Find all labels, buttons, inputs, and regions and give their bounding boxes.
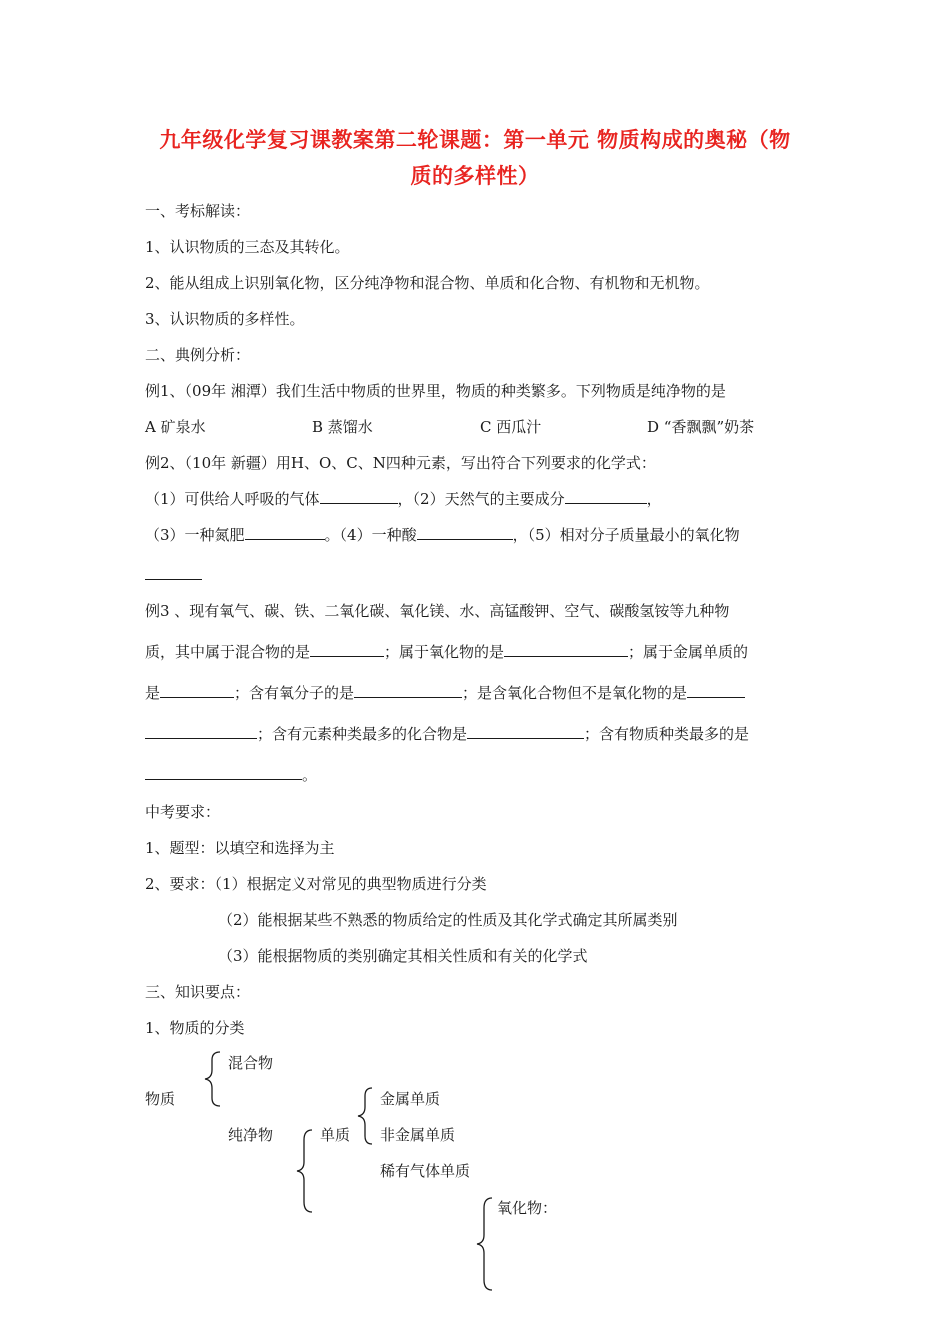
classification-subheading: 1、物质的分类 xyxy=(145,1019,245,1037)
document-title xyxy=(130,122,820,194)
example-2-part-3: ， xyxy=(646,490,662,508)
brace-compound xyxy=(472,1196,496,1292)
section-3-heading: 三、知识要点： xyxy=(145,983,251,1001)
answer-blank[interactable] xyxy=(687,683,745,698)
example-1-option-a: A 矿泉水 xyxy=(145,418,206,436)
example-2-part-4: （3）一种氮肥 xyxy=(145,526,245,544)
example-3-part: 是 xyxy=(145,684,161,702)
exam-requirement-2: （2）能根据某些不熟悉的物质给定的性质及其化学式确定其所属类别 xyxy=(218,911,678,929)
tree-mixture: 混合物 xyxy=(228,1054,274,1072)
example-3-line-4 xyxy=(145,724,749,744)
example-2-line-3 xyxy=(145,565,202,585)
example-3-part: ；是含氧化合物但不是氧化物的是 xyxy=(462,684,688,702)
tree-root-matter: 物质 xyxy=(145,1090,176,1108)
example-2-part-6: ，（5）相对分子质量最小的氧化物 xyxy=(512,526,740,544)
answer-blank[interactable] xyxy=(354,683,462,698)
tree-oxide: 氧化物： xyxy=(497,1199,558,1217)
example-2-line-1 xyxy=(145,489,662,509)
example-3-part: ；含有氧分子的是 xyxy=(234,684,355,702)
example-3-line-5 xyxy=(145,765,317,785)
brace-element xyxy=(354,1086,376,1146)
answer-blank[interactable] xyxy=(145,565,202,580)
exam-requirements-heading: 中考要求： xyxy=(145,803,221,821)
example-1-option-c: C 西瓜汁 xyxy=(480,418,542,436)
answer-blank[interactable] xyxy=(145,724,257,739)
example-2-part-5: 。（4）一种酸 xyxy=(324,526,417,544)
example-1-question: 例1、（09年 湘潭）我们生活中物质的世界里，物质的种类繁多。下列物质是纯净物的是 xyxy=(145,382,726,400)
tree-element: 单质 xyxy=(320,1126,351,1144)
title-line-1: 九年级化学复习课教案第二轮课题：第一单元 物质构成的奥秘（物 xyxy=(159,127,791,152)
example-3-part: ；含有元素种类最多的化合物是 xyxy=(257,725,468,743)
tree-pure-substance: 纯净物 xyxy=(228,1126,274,1144)
exam-requirement-1: 2、要求：（1）根据定义对常见的典型物质进行分类 xyxy=(145,875,487,893)
exam-requirement-3: （3）能根据物质的类别确定其相关性质和有关的化学式 xyxy=(218,947,588,965)
example-3-part: 质，其中属于混合物的是 xyxy=(145,643,311,661)
example-2-question: 例2、（10年 新疆）用H、O、C、N四种元素，写出符合下列要求的化学式： xyxy=(145,454,656,472)
example-3-line-3 xyxy=(145,683,745,703)
answer-blank[interactable] xyxy=(245,525,325,540)
answer-blank[interactable] xyxy=(310,642,384,657)
brace-matter xyxy=(200,1050,224,1108)
example-3-part: ；属于金属单质的 xyxy=(628,643,749,661)
answer-blank[interactable] xyxy=(417,525,513,540)
title-line-2: 质的多样性） xyxy=(410,163,540,188)
example-2-part-2: ，（2）天然气的主要成分 xyxy=(397,490,565,508)
answer-blank[interactable] xyxy=(160,683,234,698)
standard-item-2: 2、能从组成上识别氧化物，区分纯净物和混合物、单质和化合物、有机物和无机物。 xyxy=(145,274,710,292)
standard-item-1: 1、认识物质的三态及其转化。 xyxy=(145,238,350,256)
answer-blank[interactable] xyxy=(504,642,628,657)
answer-blank[interactable] xyxy=(145,765,302,780)
standard-item-3: 3、认识物质的多样性。 xyxy=(145,310,305,328)
exam-question-type: 1、题型：以填空和选择为主 xyxy=(145,839,335,857)
example-3-line-1: 例3 、现有氧气、碳、铁、二氧化碳、氧化镁、水、高锰酸钾、空气、碳酸氢铵等九种物 xyxy=(145,602,730,620)
tree-metal-element: 金属单质 xyxy=(380,1090,441,1108)
example-3-part: 。 xyxy=(302,766,318,784)
example-1-option-d: D “香飘飘”奶茶 xyxy=(647,418,755,436)
example-1-option-b: B 蒸馏水 xyxy=(312,418,373,436)
section-2-heading: 二、典例分析： xyxy=(145,346,251,364)
example-3-part: ；属于氧化物的是 xyxy=(384,643,505,661)
example-2-line-2 xyxy=(145,525,740,545)
example-3-part: ；含有物质种类最多的是 xyxy=(584,725,750,743)
answer-blank[interactable] xyxy=(320,489,398,504)
section-1-heading: 一、考标解读： xyxy=(145,202,251,220)
tree-nonmetal-element: 非金属单质 xyxy=(380,1126,456,1144)
answer-blank[interactable] xyxy=(565,489,647,504)
answer-blank[interactable] xyxy=(467,724,584,739)
brace-pure-substance xyxy=(292,1128,316,1214)
example-2-part-1: （1）可供给人呼吸的气体 xyxy=(145,490,320,508)
example-3-line-2 xyxy=(145,642,748,662)
tree-noble-gas-element: 稀有气体单质 xyxy=(380,1162,471,1180)
